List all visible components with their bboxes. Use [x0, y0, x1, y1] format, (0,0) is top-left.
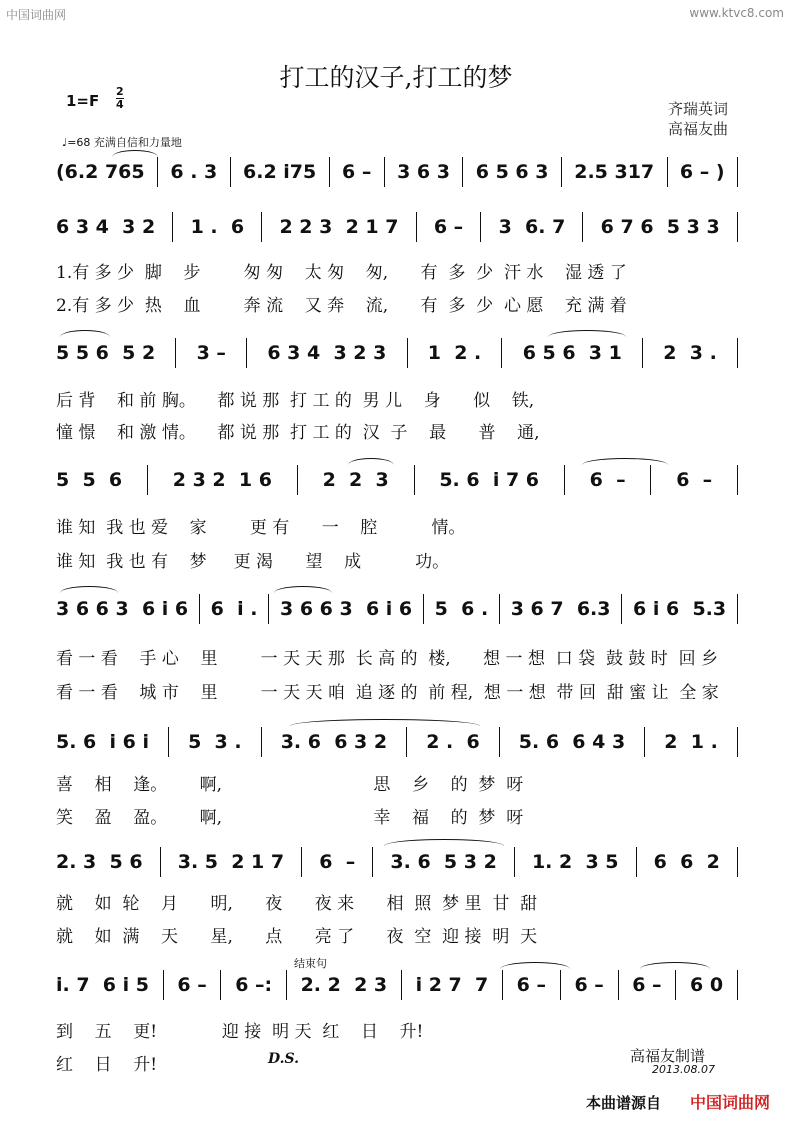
bar-line [384, 157, 385, 187]
watermark-left: 中国词曲网 [6, 8, 67, 22]
transcriber-credit: 高福友制谱 [630, 1047, 706, 1065]
slur-mark [348, 458, 394, 465]
lyric-line: 后 背 和 前 胸。 都 说 那 打 工 的 男 儿 身 似 铁, [56, 391, 535, 411]
measure: 6 0 [690, 974, 724, 996]
bar-line [737, 847, 738, 877]
measure: 6 – [589, 469, 626, 491]
bar-line [636, 847, 637, 877]
slur-mark [274, 586, 332, 593]
bar-line [157, 157, 158, 187]
lyric-line: 1.有 多 少 脚 步 匆 匆 太 匆 匆, 有 多 少 汗 水 湿 透 了 [56, 263, 627, 283]
bar-line [582, 212, 583, 242]
lyric-line: 看 一 看 手 心 里 一 天 天 那 长 高 的 楼, 想 一 想 口 袋 鼓 鼓 时 回 乡 [56, 649, 718, 669]
footer-site-link[interactable]: 中国词曲网 [690, 1093, 771, 1112]
bar-line [261, 212, 262, 242]
measure: 5 5 6 5 2 [56, 342, 156, 364]
composer-credit: 高福友曲 [667, 120, 728, 138]
key-signature: 1=F [66, 92, 100, 110]
measure: 6 – [516, 974, 546, 996]
bar-line [499, 594, 500, 624]
bar-line [480, 212, 481, 242]
measure: 3 6 6 3 6 i 6 [56, 598, 189, 620]
measure: i. 7 6 i 5 [56, 974, 149, 996]
measure: 2 2 3 2 1 7 [279, 216, 399, 238]
slur-mark [384, 839, 504, 846]
bar-line [414, 465, 415, 495]
measure: 1 . 6 [190, 216, 245, 238]
bar-line [175, 338, 176, 368]
measure: 2 . 6 [426, 731, 480, 753]
measure: 6 5 6 3 [475, 161, 549, 183]
bar-line [163, 970, 164, 1000]
measure: 6 – [433, 216, 464, 238]
lyric-line: 憧 憬 和 激 情。 都 说 那 打 工 的 汉 子 最 普 通, [56, 423, 540, 443]
bar-line [286, 970, 287, 1000]
measure: 2 3 . [663, 342, 717, 364]
bar-line [618, 970, 619, 1000]
lyric-line: 看 一 看 城 市 里 一 天 天 咱 追 逐 的 前 程, 想 一 想 带 回 甜 蜜 让 全 家 [56, 683, 719, 703]
bar-line [560, 970, 561, 1000]
footer-source-label: 本曲谱源自 [586, 1094, 662, 1112]
time-numerator: 2 [116, 85, 124, 98]
bar-line [220, 970, 221, 1000]
measure: 6 3 4 3 2 [56, 216, 156, 238]
notation-row-8 [56, 970, 738, 1000]
bar-line [499, 727, 500, 757]
slur-mark [290, 719, 480, 726]
bar-line [675, 970, 676, 1000]
bar-line [416, 212, 417, 242]
measure: 5 6 . [434, 598, 489, 620]
measure: 1 2 . [427, 342, 482, 364]
measure: 6 6 2 [653, 851, 720, 873]
bar-line [261, 727, 262, 757]
transcription-date: 2013.08.07 [652, 1063, 715, 1076]
slur-mark [582, 458, 668, 465]
lyric-line: 谁 知 我 也 爱 家 更 有 一 腔 情。 [56, 518, 466, 538]
measure: 6 – [676, 469, 713, 491]
slur-mark [548, 330, 626, 337]
bar-line [230, 157, 231, 187]
measure: 2.5 317 [574, 161, 655, 183]
measure: 5. 6 i 7 6 [439, 469, 539, 491]
slur-mark [500, 962, 570, 969]
ending-label: 结束句 [294, 957, 327, 970]
notation-row-4 [56, 465, 738, 495]
lyric-line: 笑 盈 盈。 啊, 幸 福 的 梦 呀 [56, 808, 524, 828]
bar-line [172, 212, 173, 242]
measure: i 2 7 7 [415, 974, 489, 996]
lyric-line: 到 五 更! 迎 接 明 天 红 日 升! [56, 1022, 424, 1042]
notation-row-2 [56, 212, 738, 242]
bar-line [564, 465, 565, 495]
measure: 5. 6 i 6 i [56, 731, 149, 753]
row-notes [56, 727, 738, 757]
bar-line [642, 338, 643, 368]
bar-line [268, 594, 269, 624]
measure: (6.2 765 [56, 161, 145, 183]
bar-line [423, 594, 424, 624]
bar-line [737, 970, 738, 1000]
measure: 3 6 7 6.3 [510, 598, 611, 620]
lyric-line: 2.有 多 少 热 血 奔 流 又 奔 流, 有 多 少 心 愿 充 满 着 [56, 296, 627, 316]
bar-line [502, 970, 503, 1000]
song-title: 打工的汉子,打工的梦 [279, 63, 513, 92]
measure: 1. 2 3 5 [531, 851, 619, 873]
bar-line [621, 594, 622, 624]
bar-line [372, 847, 373, 877]
slur-mark [60, 330, 110, 337]
measure: 6 – [574, 974, 604, 996]
bar-line [737, 157, 738, 187]
measure: 3 6 6 3 6 i 6 [280, 598, 413, 620]
bar-line [650, 465, 651, 495]
bar-line [401, 970, 402, 1000]
bar-line [644, 727, 645, 757]
watermark-right: www.ktvc8.com [689, 6, 784, 20]
measure: 6 – ) [679, 161, 725, 183]
da-segno-mark: D.S. [268, 1051, 300, 1067]
measure: 6 –: [235, 974, 273, 996]
measure: 2 3 2 1 6 [172, 469, 272, 491]
bar-line [501, 338, 502, 368]
slur-mark [640, 962, 710, 969]
bar-line [737, 465, 738, 495]
measure: 6 – [632, 974, 662, 996]
measure: 3 6. 7 [498, 216, 566, 238]
measure: 2 2 3 [322, 469, 389, 491]
row-notes [56, 157, 738, 187]
measure: 6 i 6 5.3 [633, 598, 727, 620]
bar-line [737, 727, 738, 757]
notation-row-5 [56, 594, 738, 624]
bar-line [737, 212, 738, 242]
notation-row-7 [56, 847, 738, 877]
measure: 3 6 3 [397, 161, 450, 183]
bar-line [737, 594, 738, 624]
bar-line [407, 338, 408, 368]
row-notes [56, 212, 738, 242]
measure: 3. 5 2 1 7 [177, 851, 285, 873]
measure: 5. 6 6 4 3 [518, 731, 626, 753]
measure: 6 i . [210, 598, 258, 620]
measure: 3. 6 5 3 2 [390, 851, 497, 873]
bar-line [514, 847, 515, 877]
measure: 2. 2 2 3 [300, 974, 388, 996]
notation-row-1 [56, 157, 738, 187]
measure: 3 – [196, 342, 226, 364]
measure: 6 – [319, 851, 356, 873]
measure: 6 – [177, 974, 207, 996]
lyric-line: 红 日 升! [56, 1055, 158, 1075]
tempo-marking: ♩=68 充满自信和力量地 [62, 136, 182, 149]
slur-mark [60, 586, 118, 593]
bar-line [246, 338, 247, 368]
row-notes [56, 338, 738, 368]
bar-line [301, 847, 302, 877]
measure: 5 3 . [188, 731, 242, 753]
bar-line [147, 465, 148, 495]
bar-line [168, 727, 169, 757]
lyricist-credit: 齐瑞英词 [667, 100, 728, 118]
measure: 2 1 . [664, 731, 718, 753]
row-notes [56, 847, 738, 877]
lyric-line: 谁 知 我 也 有 梦 更 渴 望 成 功。 [56, 552, 450, 572]
measure: 6 5 6 3 1 [522, 342, 622, 364]
bar-line [462, 157, 463, 187]
measure: 3. 6 6 3 2 [280, 731, 388, 753]
bar-line [561, 157, 562, 187]
bar-line [329, 157, 330, 187]
bar-line [160, 847, 161, 877]
measure: 6 – [342, 161, 372, 183]
measure: 6 7 6 5 3 3 [600, 216, 720, 238]
measure: 6.2 i75 [243, 161, 317, 183]
bar-line [406, 727, 407, 757]
row-notes [56, 465, 738, 495]
lyric-line: 就 如 轮 月 明, 夜 夜 来 相 照 梦 里 甘 甜 [56, 894, 538, 914]
slur-mark [112, 150, 158, 157]
notation-row-6 [56, 727, 738, 757]
time-signature [116, 86, 124, 111]
measure: 6 3 4 3 2 3 [267, 342, 387, 364]
lyric-line: 就 如 满 天 星, 点 亮 了 夜 空 迎 接 明 天 [56, 927, 538, 947]
notation-row-3 [56, 338, 738, 368]
measure: 6 . 3 [170, 161, 218, 183]
measure: 2. 3 5 6 [56, 851, 143, 873]
measure: 5 5 6 [56, 469, 123, 491]
bar-line [297, 465, 298, 495]
bar-line [199, 594, 200, 624]
lyric-line: 喜 相 逢。 啊, 思 乡 的 梦 呀 [56, 775, 524, 795]
row-notes [56, 970, 738, 1000]
bar-line [667, 157, 668, 187]
bar-line [737, 338, 738, 368]
time-denominator: 4 [116, 98, 124, 111]
row-notes [56, 594, 738, 624]
